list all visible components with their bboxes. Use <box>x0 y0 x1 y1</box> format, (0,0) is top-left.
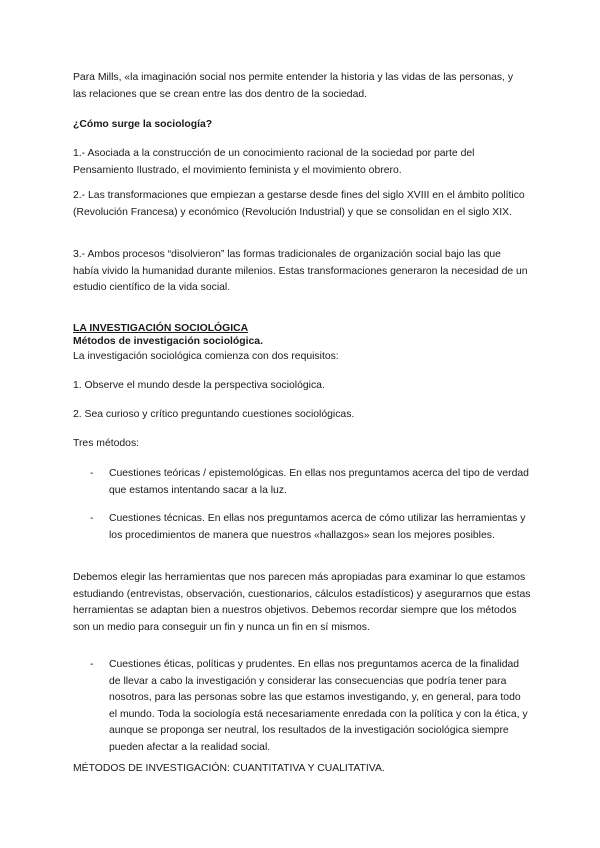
footer-heading: MÉTODOS DE INVESTIGACIÓN: CUANTITATIVA Y CUALITATIVA. <box>73 763 385 774</box>
method-2: Cuestiones técnicas. En ellas nos preguntamos acerca de cómo utilizar las herramientas y los procedimientos de manera que nuestros «hallazgos» sean los mejores posibles. <box>109 513 526 541</box>
method-1: Cuestiones teóricas / epistemológicas. En ellas nos preguntamos acerca del tipo de verdad que estamos intentando sacar a la luz. <box>109 468 529 496</box>
requirement-2: 2. Sea curioso y crítico preguntando cuestiones sociológicas. <box>73 409 355 420</box>
method-3: Cuestiones éticas, políticas y prudentes. En ellas nos preguntamos acerca de la finalidad de llevar a cabo la investigación y considerar las consecuencias que podría tener para nosotros, para las personas sobre las que estamos investigando, y, en general, para todo el mundo. Toda la sociología está necesariamente enredada con la política y con la ética, y aunque se proponga ser neutral, los resultados de la investigación sociológica siempre pueden afectar a la realidad social. <box>109 659 528 753</box>
bullet-marker: - <box>90 513 94 524</box>
bullet-marker: - <box>90 659 94 670</box>
point-3: 3.- Ambos procesos “disolvieron” las formas tradicionales de organización social bajo las que había vivido la humanidad durante milenios. Estas transformaciones generaron la necesidad de un estudio científico de la vida social. <box>73 249 528 294</box>
requirements-intro: La investigación sociológica comienza con dos requisitos: <box>73 351 339 362</box>
methods-label: Tres métodos: <box>73 438 140 449</box>
point-2: 2.- Las transformaciones que empiezan a gestarse desde fines del siglo XVIII en el ámbito político (Revolución Francesa) y económico (Revolución Industrial) y que se consolidan en el siglo XIX. <box>73 190 525 218</box>
requirement-1: 1. Observe el mundo desde la perspectiva sociológica. <box>73 380 325 391</box>
intro-paragraph: Para Mills, «la imaginación social nos permite entender la historia y las vidas de las personas, y las relaciones que se crean entre las dos dentro de la sociedad. <box>73 72 514 100</box>
tools-paragraph: Debemos elegir las herramientas que nos parecen más apropiadas para examinar lo que estamos estudiando (entrevistas, observación, cuestionarios, cálculos estadísticos) y asegurarnos que estas herramientas se adaptan bien a nuestros objetivos. Debemos recordar siempre que los métodos son un medio para conseguir un fin y nunca un fin en sí mismos. <box>73 572 531 633</box>
point-1: 1.- Asociada a la construcción de un conocimiento racional de la sociedad por parte del Pensamiento Ilustrado, el movimiento feminista y el movimiento obrero. <box>73 148 475 176</box>
section-subtitle: Métodos de investigación sociológica. <box>73 336 263 347</box>
bullet-marker: - <box>90 468 94 479</box>
section-title: LA INVESTIGACIÓN SOCIOLÓGICA <box>73 323 249 334</box>
heading-origin: ¿Cómo surge la sociología? <box>73 119 213 130</box>
